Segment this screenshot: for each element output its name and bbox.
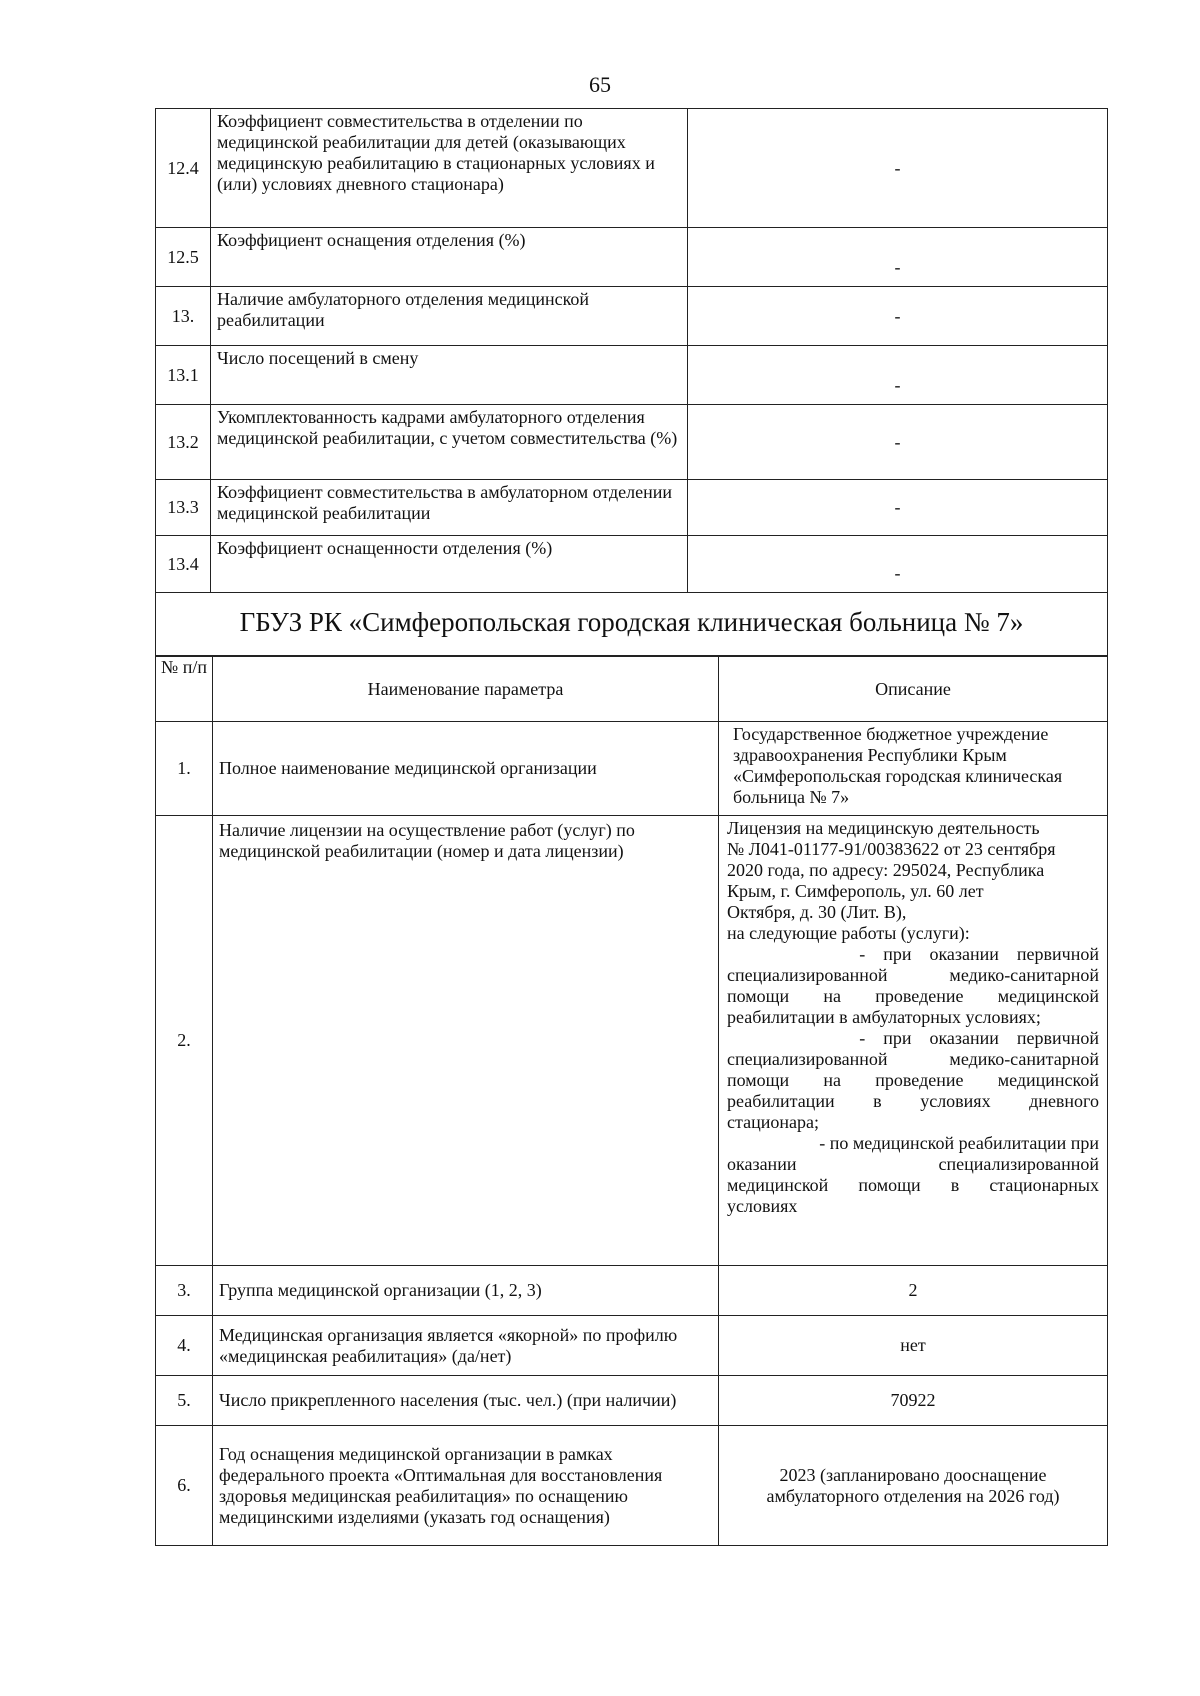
parameter-name: Медицинская организация является «якорной» по профилю «медицинская реабилитация» (да/нет) xyxy=(213,1316,719,1376)
table-row xyxy=(156,1316,1108,1376)
parameter-value: - xyxy=(688,480,1108,536)
license-line: специализированной медико-санитарной xyxy=(727,965,1099,985)
table-row xyxy=(156,405,1108,480)
parameter-value: 2023 (запланировано дооснащение амбулаторного отделения на 2026 год) xyxy=(719,1426,1108,1546)
license-line: условиях xyxy=(727,1196,798,1216)
parameter-name: Число посещений в смену xyxy=(211,346,688,405)
row-number: 4. xyxy=(156,1316,213,1376)
parameters-table-continued xyxy=(155,108,1108,656)
license-line: реабилитации в амбулаторных условиях; xyxy=(727,1007,1041,1027)
license-line: - при оказании первичной xyxy=(859,1028,1099,1048)
table-row xyxy=(156,287,1108,346)
parameter-name: Укомплектованность кадрами амбулаторного отделения медицинской реабилитации, с учетом совместительства (%) xyxy=(211,405,688,480)
license-line: оказании специализированной xyxy=(727,1154,1099,1174)
license-line: на следующие работы (услуги): xyxy=(727,923,970,943)
parameter-name: Число прикрепленного населения (тыс. чел.) (при наличии) xyxy=(213,1376,719,1426)
license-line: № Л041-01177-91/00383622 от 23 сентября xyxy=(727,839,1056,859)
row-number: 12.5 xyxy=(156,228,211,287)
license-line: помощи на проведение медицинской xyxy=(727,1070,1099,1090)
table-row xyxy=(156,536,1108,593)
column-header-description: Описание xyxy=(719,657,1108,722)
row-number: 13.1 xyxy=(156,346,211,405)
row-number: 13. xyxy=(156,287,211,346)
row-number: 6. xyxy=(156,1426,213,1546)
table-row xyxy=(156,1426,1108,1546)
section-row xyxy=(156,593,1108,656)
parameter-value: - xyxy=(688,109,1108,228)
table-row xyxy=(156,480,1108,536)
table-row xyxy=(156,228,1108,287)
license-line: медицинской помощи в стационарных xyxy=(727,1175,1099,1195)
parameter-value: - xyxy=(688,346,1108,405)
row-number: 13.4 xyxy=(156,536,211,593)
parameter-value: нет xyxy=(719,1316,1108,1376)
license-line: - при оказании первичной xyxy=(859,944,1099,964)
row-number: 5. xyxy=(156,1376,213,1426)
row-number: 2. xyxy=(156,816,213,1266)
parameter-name: Коэффициент совместительства в амбулаторном отделении медицинской реабилитации xyxy=(211,480,688,536)
table-row xyxy=(156,722,1108,816)
row-number: 1. xyxy=(156,722,213,816)
license-line: помощи на проведение медицинской xyxy=(727,986,1099,1006)
page-number: 65 xyxy=(589,72,611,97)
parameter-name: Год оснащения медицинской организации в рамках федерального проекта «Оптимальная для восстановления здоровья медицинская реабилитация» по оснащению медицинскими изделиями (указать год оснащения) xyxy=(213,1426,719,1546)
license-line: стационара; xyxy=(727,1112,819,1132)
table-header-row xyxy=(156,657,1108,722)
parameter-name: Группа медицинской организации (1, 2, 3) xyxy=(213,1266,719,1316)
row-number: 13.2 xyxy=(156,405,211,480)
row-number: 13.3 xyxy=(156,480,211,536)
parameter-value: - xyxy=(688,287,1108,346)
parameter-name: Полное наименование медицинской организации xyxy=(213,722,719,816)
parameter-name: Коэффициент оснащения отделения (%) xyxy=(211,228,688,287)
parameter-value: - xyxy=(688,405,1108,480)
license-line: Октября, д. 30 (Лит. В), xyxy=(727,902,907,922)
parameter-name: Наличие амбулаторного отделения медицинской реабилитации xyxy=(211,287,688,346)
table-row xyxy=(156,1376,1108,1426)
parameter-value: Государственное бюджетное учреждение здравоохранения Республики Крым «Симферопольская городская клиническая больница № 7» xyxy=(719,722,1108,816)
table-row xyxy=(156,109,1108,228)
license-description xyxy=(719,816,1108,1266)
parameter-value: 2 xyxy=(719,1266,1108,1316)
license-line: Крым, г. Симферополь, ул. 60 лет xyxy=(727,881,984,901)
row-number: 3. xyxy=(156,1266,213,1316)
parameter-name: Коэффициент совместительства в отделении по медицинской реабилитации для детей (оказывающих медицинскую реабилитацию в стационарных условиях и (или) условиях дневного стационара) xyxy=(211,109,688,228)
parameter-value: 70922 xyxy=(719,1376,1108,1426)
section-title: ГБУЗ РК «Симферопольская городская клиническая больница № 7» xyxy=(156,593,1108,656)
table-row xyxy=(156,1266,1108,1316)
row-number: 12.4 xyxy=(156,109,211,228)
organization-parameters-table xyxy=(155,656,1108,1546)
parameter-name: Наличие лицензии на осуществление работ (услуг) по медицинской реабилитации (номер и дата лицензии) xyxy=(213,816,719,1266)
table-row xyxy=(156,816,1108,1266)
column-header-name: Наименование параметра xyxy=(213,657,719,722)
parameter-value: - xyxy=(688,228,1108,287)
license-line: реабилитации в условиях дневного xyxy=(727,1091,1099,1111)
license-line: 2020 года, по адресу: 295024, Республика xyxy=(727,860,1045,880)
table-row xyxy=(156,346,1108,405)
license-line: Лицензия на медицинскую деятельность xyxy=(727,818,1040,838)
parameter-value: - xyxy=(688,536,1108,593)
column-header-number: № п/п xyxy=(156,657,213,722)
license-line: специализированной медико-санитарной xyxy=(727,1049,1099,1069)
license-line: - по медицинской реабилитации при xyxy=(819,1133,1099,1153)
parameter-name: Коэффициент оснащенности отделения (%) xyxy=(211,536,688,593)
